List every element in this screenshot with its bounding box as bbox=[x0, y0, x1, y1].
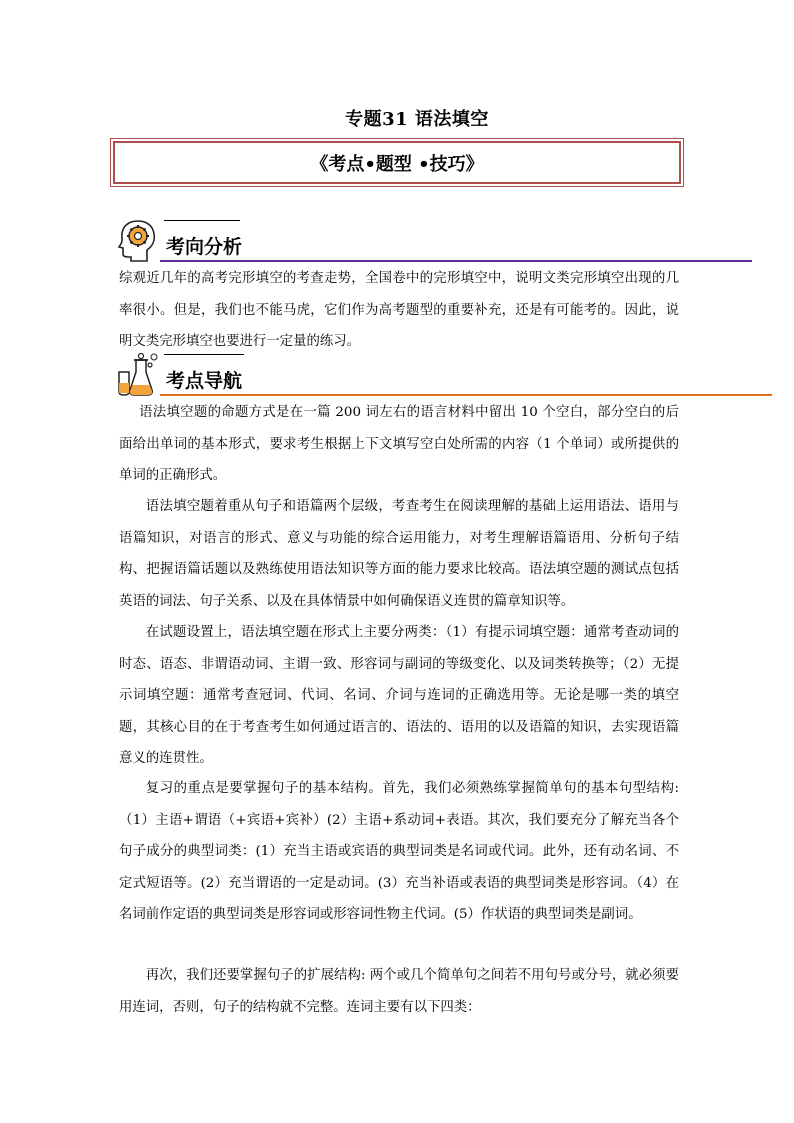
analysis-topline bbox=[164, 220, 240, 221]
guide-paragraph-1: 语法填空题的命题方式是在一篇 200 词左右的语言材料中留出 10 个空白，部分空白的后面给出单词的基本形式，要求考生根据上下文填写空白处所需的内容（1 个单词）或所提供的单词的正确形式。 bbox=[119, 405, 679, 484]
lab-flask-icon bbox=[116, 352, 158, 396]
analysis-paragraph: 综观近几年的高考完形填空的考查走势，全国卷中的完形填空中，说明文类完形填空出现的几率很小。但是，我们也不能马虎，它们作为高考题型的重要补充，还是有可能考的。因此，说明文类完形填空也要进行一定量的练习。 bbox=[119, 271, 679, 350]
guide-paragraph-4: 复习的重点是要掌握句子的基本结构。首先，我们必须熟练掌握简单句的基本句型结构:（1）主语+谓语（+宾语+宾补）(2）主语+系动词+表语。其次，我们要充分了解充当各个句子成分的典型词类：(1）充当主语或宾语的典型词类是名词或代词。此外，还有动名词、不定式短语等。(2）充当谓语的一定是动词。(3）充当补语或表语的典型词类是形容词。（4）在名词前作定语的典型词类是形容词或形容词性物主代词。(5）作状语的典型词类是副词。 bbox=[119, 781, 679, 923]
page-title: 专题31 语法填空 bbox=[345, 109, 489, 130]
analysis-underline bbox=[160, 260, 752, 262]
analysis-title: 考向分析 bbox=[166, 236, 243, 258]
banner-text: 《考点•题型 •技巧》 bbox=[113, 141, 681, 184]
title-banner bbox=[110, 138, 684, 187]
analysis-section-header bbox=[116, 218, 756, 262]
guide-topline bbox=[164, 354, 244, 355]
guide-title: 考点导航 bbox=[166, 370, 243, 392]
guide-paragraph-3: 在试题设置上，语法填空题在形式上主要分两类：（1）有提示词填空题：通常考查动词的时态、语态、非谓语动词、主谓一致、形容词与副词的等级变化、以及词类转换等；（2）无提示词填空题：通常考查冠词、代词、名词、介词与连词的正确选用等。无论是哪一类的填空题，其核心目的在于考查考生如何通过语言的、语法的、语用的以及语篇的知识，去实现语篇意义的连贯性。 bbox=[119, 625, 679, 767]
guide-section-header bbox=[116, 352, 776, 396]
guide-paragraph-5: 再次，我们还要掌握句子的扩展结构: 两个或几个简单句之间若不用句号或分号，就必须要用连词，否则，句子的结构就不完整。连词主要有以下四类： bbox=[119, 968, 679, 1015]
guide-paragraph-2: 语法填空题着重从句子和语篇两个层级，考查考生在阅读理解的基础上运用语法、语用与语篇知识，对语言的形式、意义与功能的综合运用能力，对考生理解语篇语用、分析句子结构、把握语篇话题以及熟练使用语法知识等方面的能力要求比较高。语法填空题的测试点包括英语的词法、句子关系、以及在具体情景中如何确保语义连贯的篇章知识等。 bbox=[119, 499, 679, 609]
head-gear-icon bbox=[116, 218, 158, 262]
guide-underline bbox=[160, 394, 772, 396]
